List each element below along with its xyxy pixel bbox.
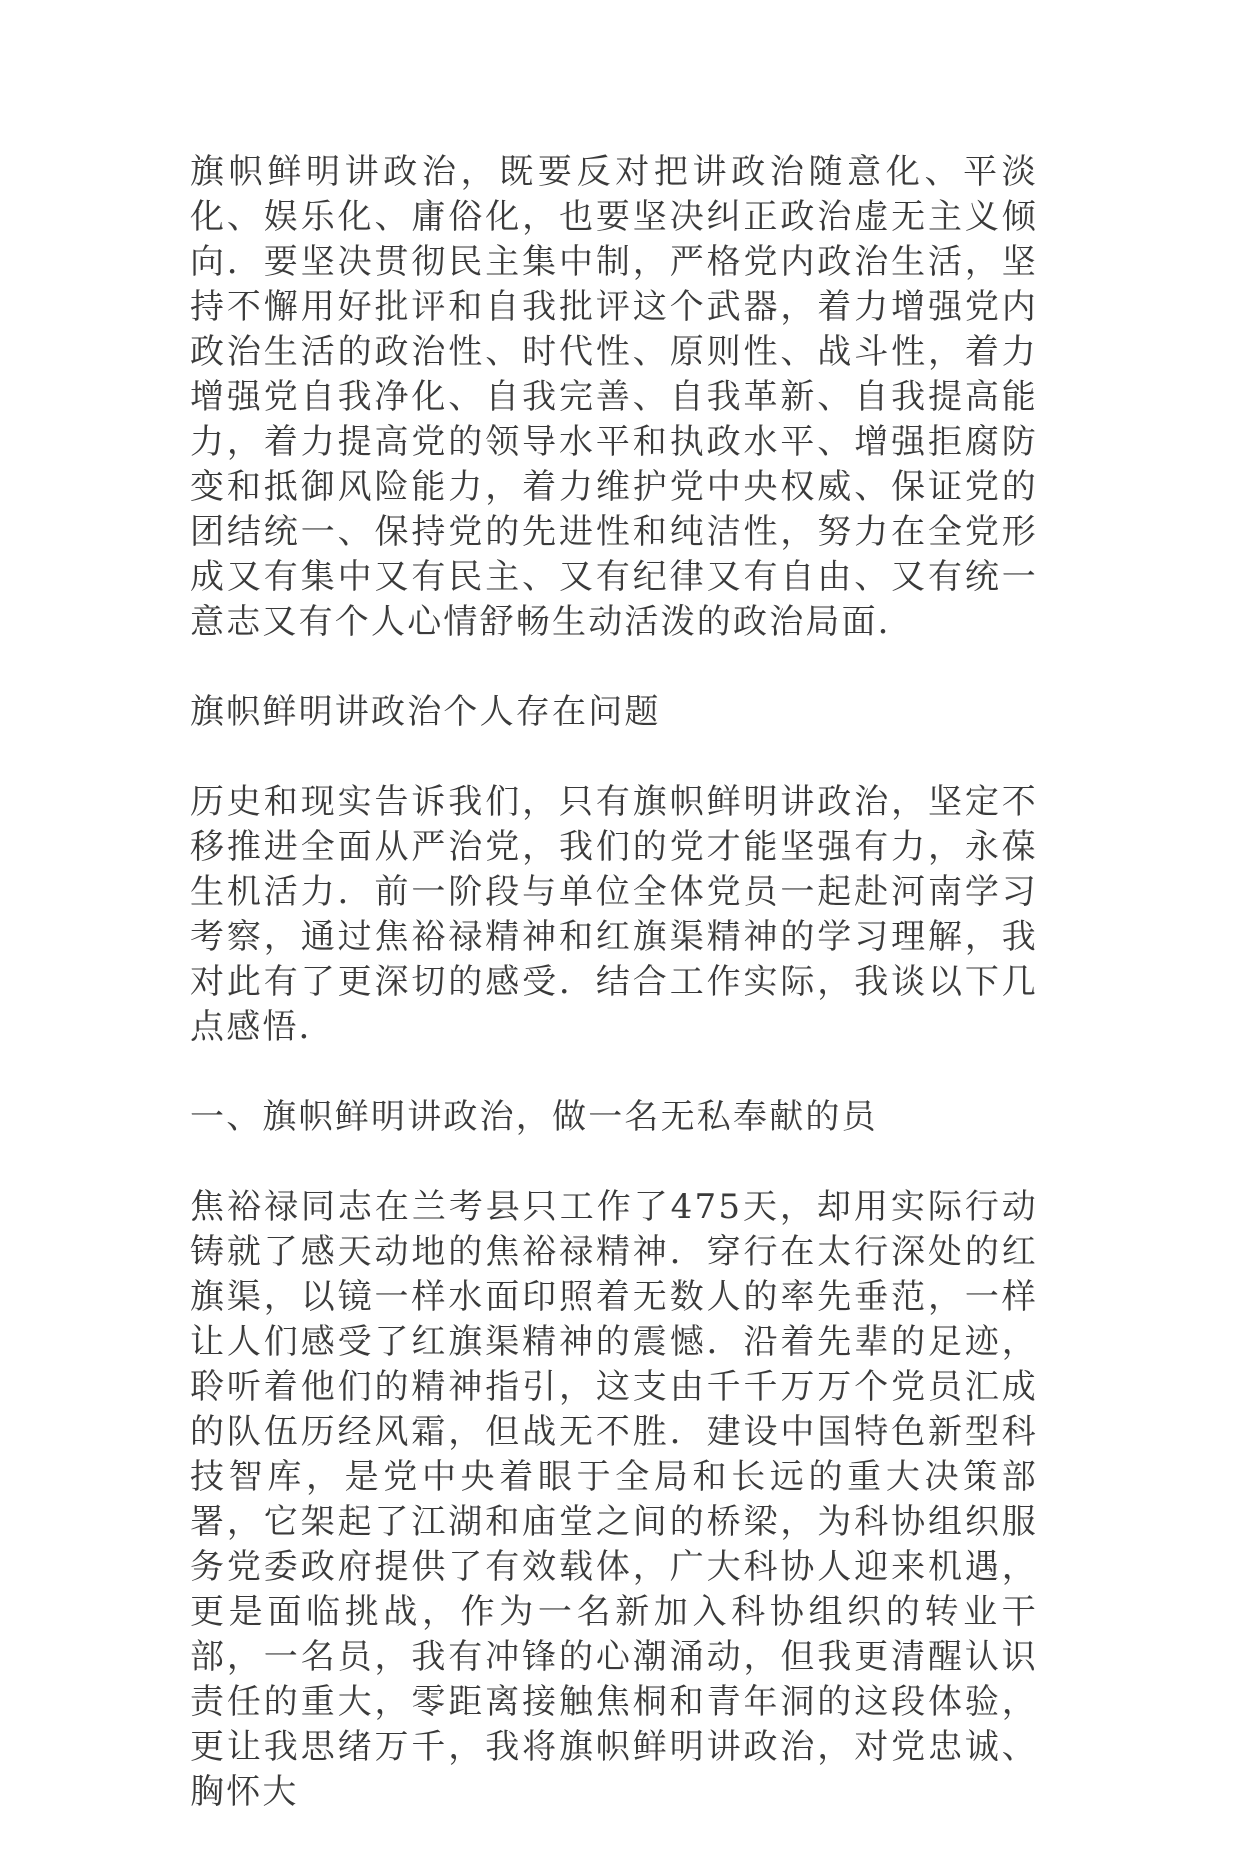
document-body: [190, 150, 1038, 1860]
paragraph-jiao-yulu: 焦裕禄同志在兰考县只工作了475天，却用实际行动铸就了感天动地的焦裕禄精神．穿行在太行深处的红旗渠，以镜一样水面印照着无数人的率先垂范，一样让人们感受了红旗渠精神的震憾．沿着先辈的足迹，聆听着他们的精神指引，这支由千千万万个党员汇成的队伍历经风霜，但战无不胜．建设中国特色新型科技智库，是党中央着眼于全局和长远的重大决策部署，它架起了江湖和庙堂之间的桥梁，为科协组织服务党委政府提供了有效载体，广大科协人迎来机遇，更是面临挑战，作为一名新加入科协组织的转业干部，一名员，我有冲锋的心潮涌动，但我更清醒认识责任的重大，零距离接触焦桐和青年洞的这段体验，更让我思绪万千，我将旗帜鲜明讲政治，对党忠诚、胸怀大: [190, 1187, 1038, 1812]
paragraph-intro: 旗帜鲜明讲政治，既要反对把讲政治随意化、平淡化、娱乐化、庸俗化，也要坚决纠正政治虚无主义倾向．要坚决贯彻民主集中制，严格党内政治生活，坚持不懈用好批评和自我批评这个武器，着力增强党内政治生活的政治性、时代性、原则性、战斗性，着力增强党自我净化、自我完善、自我革新、自我提高能力，着力提高党的领导水平和执政水平、增强拒腐防变和抵御风险能力，着力维护党中央权威、保证党的团结统一、保持党的先进性和纯洁性，努力在全党形成又有集中又有民主、又有纪律又有自由、又有统一意志又有个人心情舒畅生动活泼的政治局面．: [190, 152, 1038, 642]
section-heading-problems: 旗帜鲜明讲政治个人存在问题: [190, 692, 661, 732]
paragraph-history: 历史和现实告诉我们，只有旗帜鲜明讲政治，坚定不移推进全面从严治党，我们的党才能坚强有力，永葆生机活力．前一阶段与单位全体党员一起赴河南学习考察，通过焦裕禄精神和红旗渠精神的学习理解，我对此有了更深切的感受．结合工作实际，我谈以下几点感悟．: [190, 782, 1038, 1047]
section-heading-one: 一、旗帜鲜明讲政治，做一名无私奉献的员: [190, 1097, 878, 1137]
